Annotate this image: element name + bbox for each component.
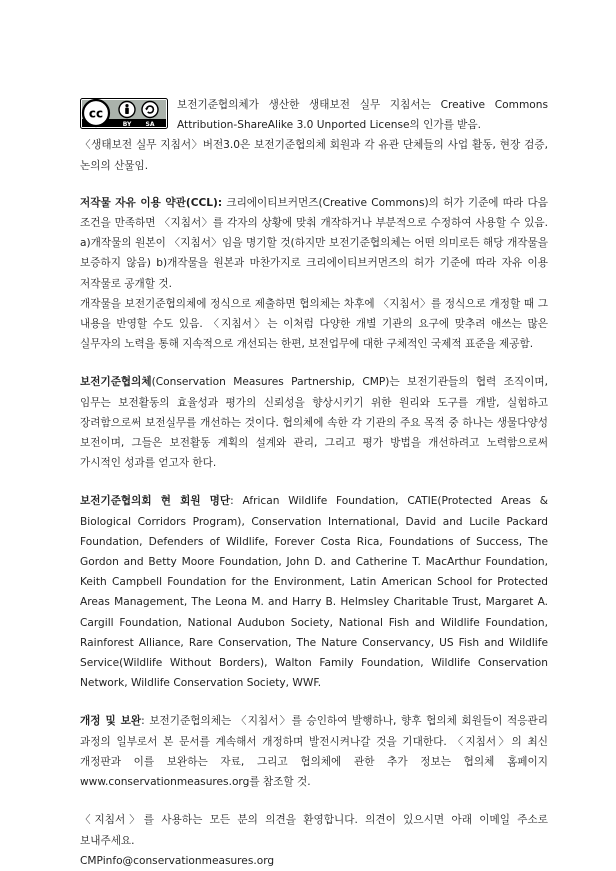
ccl-text: 크리에이티브커먼즈(Creative Commons)의 허가 기준에 따라 다음 조건을 만족하면 〈지침서〉를 각자의 상황에 맞춰 개작하거나 부분적으로 수정하여 사용할 수 있음. a)개작물의 원본이 〈지침서〉임을 명기할 것(하지만 보전기준협의체는 어떤 의미로든 해당 개작물을 보증하지 않음) b)개작물을 원본과 마찬가지로 크리에이티브커먼즈의 허가 기준에 따라 자유 이용 저작물로 공개할 것. bbox=[80, 196, 548, 290]
license-statement: 보전기준협의체가 생산한 생태보전 실무 지침서는 Creative Commons Attribution-ShareAlike 3.0 Unported License의 인가를 받음. bbox=[177, 99, 548, 132]
ccl-heading: 저작물 자유 이용 약관(CCL): bbox=[80, 196, 223, 209]
version-note: 〈생태보전 실무 지침서〉버전3.0은 보전기준협의체 회원과 각 유관 단체들의 사업 활동, 현장 검증, 논의의 산물임. bbox=[80, 139, 548, 172]
cmp-text: (Conservation Measures Partnership, CMP)는 보전기관들의 협력 조직이며, 임무는 보전활동의 효율성과 평가의 신뢰성을 향상시키기 위한 원리와 도구를 개발, 실험하고 장려함으로써 보전실무를 개선하는 것이다. 협의체에 속한 각 기관의 주요 목적 중 하나는 생물다양성 보전이며, 그들은 보전활동 계획의 설계와 관리, 그리고 평가 방법을 개선하려고 노력함으로써 가시적인 성과를 얻고자 한다. bbox=[80, 376, 548, 470]
revision-text: : 보전기준협의체는 〈지침서〉를 승인하여 발행하나, 향후 협의체 회원들이 적응관리 과정의 일부로서 본 문서를 계속해서 개정하며 발전시켜나갈 것을 기대한다. 〈지침서〉의 최신 개정판과 이를 보완하는 자료, 그리고 협의체에 관한 추가 정보는 협의체 홈페이지 www.conservationmeasures.org를 참조할 것. bbox=[80, 715, 548, 789]
revision-paragraph bbox=[80, 711, 548, 792]
feedback-text: 〈지침서〉를 사용하는 모든 분의 의견을 환영합니다. 의견이 있으시면 아래 이메일 주소로 보내주세요. bbox=[80, 814, 548, 847]
svg-text:cc: cc bbox=[88, 106, 104, 121]
cmp-paragraph bbox=[80, 372, 548, 473]
document-page bbox=[80, 95, 548, 871]
members-paragraph bbox=[80, 491, 548, 693]
feedback-email-line bbox=[80, 851, 548, 871]
members-text: : African Wildlife Foundation, CATIE(Protected Areas & Biological Corridors Program), Conservation International, David and Lucile Packard Foundation, Defenders of Wildlife, Forever Costa Rica, Foundations of Success, The Gordon and Betty Moore Foundation, John D. and Catherine T. MacArthur Foundation, Keith Campbell Foundation for the Environment, Latin American School for Protected Areas Management, The Leona M. and Harry B. Helmsley Charitable Trust, Margaret A. Cargill Foundation, National Audubon Society, National Fish and Wildlife Foundation, Rainforest Alliance, Rare Conservation, The Nature Conservancy, US Fish and Wildlife Service(Wildlife Without Borders), Walton Family Foundation, Wildlife Conservation Network, Wildlife Conservation Society, WWF. bbox=[80, 495, 548, 690]
cc-by-sa-icon bbox=[80, 98, 168, 129]
license-section bbox=[80, 95, 548, 135]
cc-badge-by-label: BY bbox=[122, 120, 132, 128]
cc-badge-sa-label: SA bbox=[145, 120, 155, 128]
cmp-heading: 보전기준협의체 bbox=[80, 376, 152, 389]
members-heading: 보전기준협의회 현 회원 명단 bbox=[80, 495, 231, 508]
contact-email-link[interactable]: CMPinfo@conservationmeasures.org bbox=[80, 854, 275, 867]
ccl-paragraph bbox=[80, 193, 548, 294]
revision-heading: 개정 및 보완 bbox=[80, 715, 142, 728]
ccl-paragraph-2: 개작물을 보전기준협의체에 정식으로 제출하면 협의체는 차후에 〈지침서〉를 정식으로 개정할 때 그 내용을 반영할 수도 있음. 〈지침서〉는 이처럼 다양한 개별 기관의 요구에 맞추려 애쓰는 많은 실무자의 노력을 통해 지속적으로 개선되는 한편, 보전업무에 대한 구체적인 국제적 표준을 제공함. bbox=[80, 297, 548, 351]
